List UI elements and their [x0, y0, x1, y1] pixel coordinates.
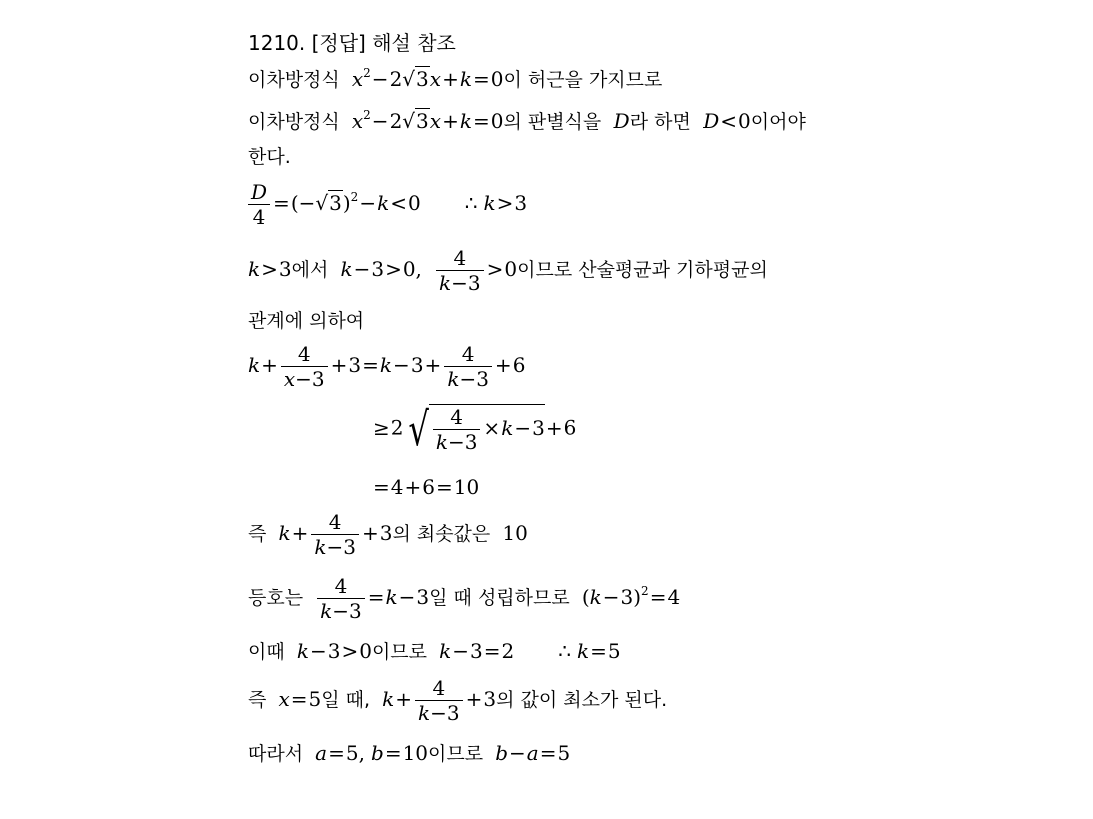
line-2-mid2: 라 하면 [629, 111, 691, 133]
line-5-mid: 에서 [291, 259, 329, 281]
line-12-mid: 이므로 [371, 641, 427, 663]
solution-line-13: 즉 x=5일 때, k+ $\frac{4}{k-3}$ +3의 값이 최소가 된다. [248, 676, 668, 725]
line-2-mid: 의 판별식을 [503, 111, 602, 133]
line-11-mid: 일 때 성립하므로 [429, 587, 570, 609]
solution-line-3: 한다. [248, 146, 291, 168]
line-2-suffix: 이어야 [750, 111, 806, 133]
line-5-suffix: 이므로 산술평균과 기하평균의 [517, 259, 768, 281]
am-gm-line-3: =4+6=10 [373, 475, 480, 499]
solution-line-10: 즉 k+ $\frac{4}{k-3}$ +3의 최솟값은 10 [248, 510, 528, 559]
equation-quadratic: $x^2-2√3x+k=0$ [351, 66, 504, 91]
solution-line-11: 등호는 $\frac{4}{k-3}$ =k−3일 때 성립하므로 $(k-3)^2=4$ [248, 574, 681, 623]
am-gm-line-2: ≥2√ $\frac{4}{k-3}$ ×k−3+6 [373, 402, 577, 456]
line-14-mid: 이므로 [428, 743, 484, 765]
discriminant-line: $\frac{D}{4}$ $=(-√3)^2-k<0$ ∴ k>3 [248, 180, 527, 229]
am-gm-line-1: k+ $\frac{4}{x-3}$ +3=k−3+ $\frac{4}{k-3}$ +6 [248, 342, 526, 391]
solution-line-14: 따라서 a=5, b=10이므로 b−a=5 [248, 741, 571, 765]
solution-line-6: 관계에 의하여 [248, 310, 365, 332]
line-12-prefix: 이때 [248, 641, 285, 663]
line-2-prefix: 이차방정식 [248, 111, 340, 133]
problem-header: 1210. [정답] 해설 참조 [248, 31, 456, 55]
minimum-value: 10 [502, 521, 528, 545]
line-1-prefix: 이차방정식 [248, 69, 340, 91]
line-11-prefix: 등호는 [248, 587, 304, 609]
solution-line-5: k>3에서 k−3>0, $\frac{4}{k-3}$ >0이므로 산술평균과 기하평균의 [248, 246, 768, 295]
equation-quadratic-2: $x^2-2√3x+k=0$ [351, 108, 504, 133]
solution-line-1 [248, 66, 662, 95]
line-10-suffix: 의 최솟값은 [392, 523, 491, 545]
line-10-prefix: 즉 [248, 523, 267, 545]
line-13-prefix: 즉 [248, 689, 267, 711]
line-13-mid: 일 때, [321, 689, 371, 711]
line-13-suffix: 의 값이 최소가 된다. [496, 689, 668, 711]
line-1-suffix: 이 허근을 가지므로 [503, 69, 663, 91]
solution-line-12: 이때 k−3>0이므로 k−3=2 ∴ k=5 [248, 639, 621, 663]
solution-line-2: 이차방정식 $x^2-2√3x+k=0$의 판별식을 D라 하면 D<0이어야 [248, 108, 806, 133]
line-14-prefix: 따라서 [248, 743, 304, 765]
